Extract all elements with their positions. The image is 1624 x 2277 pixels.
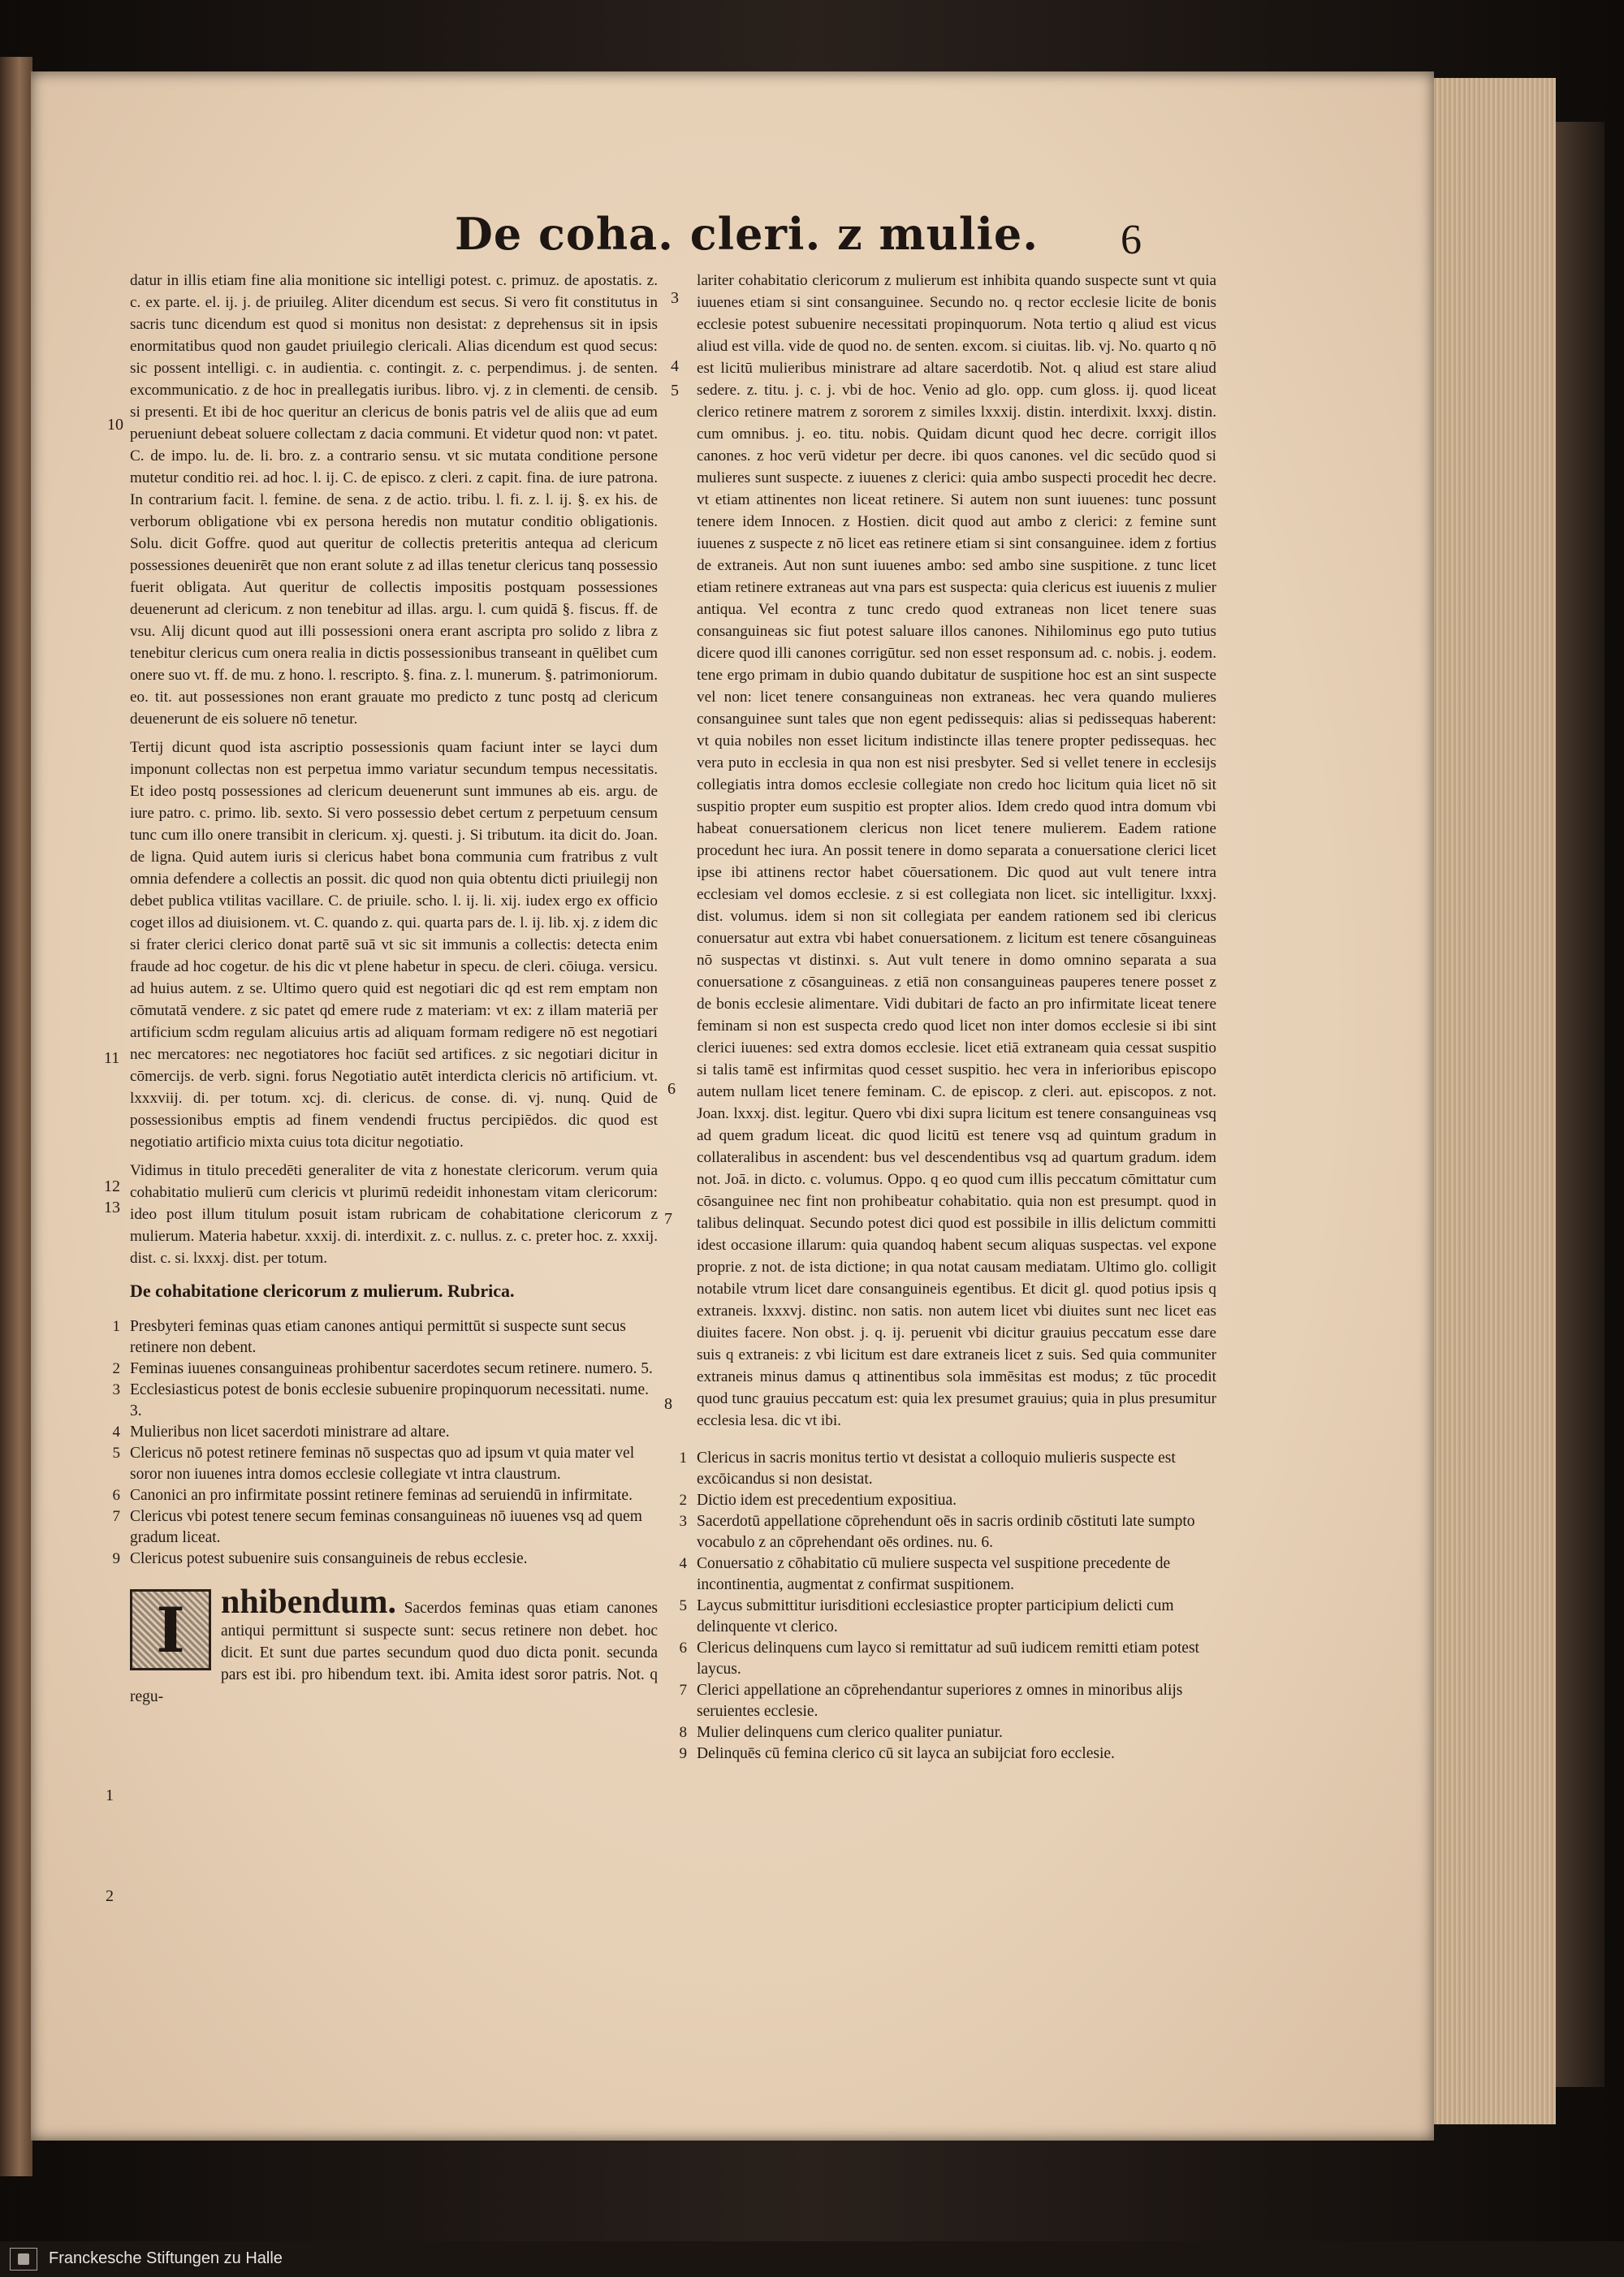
- summary-text: Canonici an pro infirmitate possint retinere feminas ad seruiendū in infirmitate.: [130, 1487, 633, 1504]
- summary-number: 3: [112, 1381, 120, 1398]
- summary-item: [112, 1485, 658, 1506]
- summary-number: 2: [112, 1360, 120, 1377]
- incipit-word: nhibendum.: [221, 1584, 396, 1621]
- left-paragraph-3: Vidimus in titulo precedēti generaliter de vita z honestate clericorum. verum quia cohabitatio mulierū cum clericis vt plurimū redeidit inhonestam vitam clericorum: ideo post illum titulum posuit istam rubricam de cohabitatione clericorum z mulierum. Materia habetur. xxxij. di. interdixit. z. c. nullus. z. c. preter hoc. z. xxxij. dist. c. si. lxxxj. dist. per totum.: [130, 1162, 658, 1267]
- summary-item: [112, 1422, 658, 1443]
- summary-item: [112, 1549, 658, 1570]
- decorated-initial: [130, 1589, 211, 1670]
- summary-text: Feminas iuuenes consanguineas prohibentur sacerdotes secum retinere. numero. 5.: [130, 1360, 653, 1377]
- summary-number: 8: [679, 1724, 687, 1741]
- summary-text: Ecclesiasticus potest de bonis ecclesie subuenire propinquorum necessitati. nume. 3.: [130, 1381, 649, 1419]
- summary-item: [112, 1316, 658, 1359]
- summary-text: Dictio idem est precedentium expositiua.: [697, 1492, 957, 1509]
- footer-bar: [0, 2241, 1624, 2277]
- summary-item: [679, 1680, 1216, 1722]
- book-cover-edge: [1556, 122, 1605, 2087]
- summary-item: [112, 1443, 658, 1485]
- margin-number: 13: [104, 1199, 120, 1216]
- summary-number: 6: [112, 1487, 120, 1504]
- margin-number: 4: [671, 357, 679, 375]
- margin-number: 1: [106, 1787, 114, 1804]
- summary-item: [679, 1638, 1216, 1680]
- fore-edge: [1434, 78, 1556, 2124]
- margin-number: 12: [104, 1177, 120, 1195]
- summary-item: [112, 1506, 658, 1549]
- summary-item: [679, 1743, 1216, 1765]
- summary-text: Conuersatio z cōhabitatio cū muliere suspecta vel suspitione precedente de incontinentia, augmentat z confirmat suspitionem.: [697, 1555, 1171, 1593]
- summary-number: 4: [112, 1424, 120, 1441]
- incipit-block: [130, 1584, 658, 1708]
- initial-letter: I: [132, 1592, 209, 1668]
- summary-text: Sacerdotū appellatione cōprehendunt oēs in sacris ordinib cōstituti late sumpto vocabulo z an cōprehendant oēs ordines. nu. 6.: [697, 1513, 1195, 1551]
- library-logo-icon: [10, 2248, 37, 2271]
- page-header: [455, 192, 1142, 265]
- summary-number: 9: [112, 1550, 120, 1567]
- summary-text: Clerici appellatione an cōprehendantur superiores z omnes in minoribus alijs seruientes ecclesie.: [697, 1682, 1183, 1720]
- summary-text: Clericus nō potest retinere feminas nō suspectas quo ad ipsum vt quia mater vel soror non iuuenes intra domos ecclesie collegiate vt intra claustrum.: [130, 1445, 635, 1483]
- summary-number: 9: [679, 1745, 687, 1762]
- margin-number: 2: [106, 1887, 114, 1905]
- summary-number: 4: [679, 1555, 687, 1572]
- summary-text: Clericus potest subuenire suis consanguineis de rebus ecclesie.: [130, 1550, 528, 1567]
- right-column: [679, 270, 1216, 1765]
- summary-item: [679, 1553, 1216, 1596]
- summary-text: Clericus vbi potest tenere secum feminas consanguineas nō iuuenes vsq ad quem gradum liceat.: [130, 1508, 642, 1546]
- rubric-title: De cohabitatione clericorum z mulierum. Rubrica.: [130, 1281, 515, 1301]
- right-paragraph-1: lariter cohabitatio clericorum z mulierum est inhibita quando suspecte sunt vt quia iuuenes etiam si sint consanguinee. Secundo no. q rector ecclesie licite de bonis ecclesie potest subuenire necessitati propinquorum. Nota tertio q aliud est vicus aliud est villa. vide de quod no. de senten. excom. si ciuitas. lib. vj. No. quarto q nō est licitū mulieribus ministrare ad altare sacerdotib. Not. q aliud est stare aliud sedere. z. titu. j. c. j. vbi de hoc. Venio ad glo. opp. cum gloss. ij. quod liceat clerico retinere matrem z sororem z similes lxxxij. distin. interdixit. lxxxj. distin. cum omnibus. j. eo. titu. nobis. Quidam dicunt quod hec decre. corrigit illos canones. z hoc verū videtur per decre. ibi quos canones. vel dic secūdo quod si mulieres sunt suspecte. z iuuenes z clerici: quia ambo suspecti procedit hec decre. vt etiam attinentes non liceat retinere. Si autem non sunt iuuenes: tunc possunt tenere idem Innocen. z Hostien. dicit quod aut ambo z clerici: z femine sunt iuuenes z suspecte z nō licet eas retinere etiam si sint consanguinee. idem z fortius de extraneis. Aut non sunt iuuenes ambo: sed ambo sine suspitione. z tunc licet etiam retinere extraneas aut vna pars est suspecta: quia clericus est iuuenis z mulier antiqua. Vel econtra z tunc credo quod extraneas non licet tenere suas consanguineas sic fiut potest saluare illos canones. Nihilominus ego puto tutius dicere quod illi canones corrigūtur. sed non esset responsum ad. c. nobis. j. eodem. tene ergo primam in dubio quando dubitatur de suspitione hoc est an sint suspecte vel non: licet tenere consanguineas non extraneas. hec vera quando mulieres consanguinee sunt tales que non egent pedissequis: alias si pedissequas haberent: vt quia nobiles non esset licitum indistincte illas tenere propter pedissequas. hec vera puto in ecclesia in qua non est nisi presbyter. Sed si vellet tenere in ecclesijs collegiatis intra domos ecclesie collegiate non credo hoc licitum quia licet nō sit suspitio propter eum suspitio est propter alios. Idem credo quod intra domum vbi habeat conuersationem clericus non licet tenere mulierem. Eadem ratione procedunt hec iura. An possit tenere in domo separata a conuersatione clerici licet ipse ibi attinens rector habet cōuersationem. Dic quod aut vult tenere intra ecclesiam vel domos ecclesie. z si est collegiata non licet. sic intelligitur. lxxxj. dist. volumus. idem si non sit collegiata per eandem rationem sed ibi clericus conuersatur aut extra vbi habet conuersationem. z licitum est tenere cōsanguineas nō suspectas vt distinxi. s. Aut vult tenere in domo omnino separata a sua conuersatione z cōsanguineas. z etiā non consanguineas pauperes tenere posset z de bonis ecclesie alimentare. Vidi dubitari de facto an pro infirmitate liceat tenere feminam si non est suspecta credo quod licet non inter domos ecclesie si ibi sint clerici iuuenes: sed extra domos ecclesie. licet etiā extraneam quia cessat suspitio si talis tamē est infirmitas quod cesset suspitio. hec vera in inferioribus episcopo autem nullam licet tenere feminam. C. de episcop. z cleri. aut. episcopos. z not. Joan. lxxxj. dist. legitur. Quero vbi dixi supra licitum est tenere consanguineas vsq ad quem gradum liceat. dic quod licitū est tenere vsq ad quintum gradum in collateralibus in ascendent: bus vel descendentibus vsq ad quartum gradum. idem not. Joā. in dicto. c. volumus. Oppo. q eo quod cum illis peccatum cōmittatur cum cōsanguinee nec fint non prohibeatur cohabitatio. quia non est presumpt. quod in talibus delinquat. Secundo potest dici quod est possibile in illis delictum committi idest occasione illarum: quia quandoq habent secum aliquas suspectas. vel expone proprie. z not. de ista dictione; in qua notat causam mediatam. Ultimo glo. colligit notabile vtrum licet dare consanguineis egentibus. Et dicit gl. quod potius ipsis q extraneis. lxxxvj. distinc. non satis. non autem licet vbi diuites sunt nec licet eas diuites facere. Non obst. j. q. ij. peruenit vbi dicitur grauius peccatum esse dare suis q extraneis: z vbi licitum est dare extraneis licet z suis. Sed quia communiter extraneis minus damus q attinentibus sola immēsitas est modus; z tūc procedit quod tunc grauius peccatum est: quia lex presumet grauius; quia in plus presumitur ecclesia lesa. dic vt ibi.: [697, 272, 1216, 1429]
- summary-number: 7: [679, 1682, 687, 1699]
- margin-number: 5: [671, 382, 679, 400]
- left-paragraph-1: datur in illis etiam fine alia monitione sic intelligi potest. c. primuz. de apostatis. z. c. ex parte. el. ij. j. de priuileg. Aliter dicendum est secus. Si vero fit constitutus in sacris tunc dicendum est quod si monitus non desistat: z deprehensus sit in ipsis enormitatibus quod non gaudet priuilegio clericali. Alias dicendum est quod secus: sic possent intelligi. c. in audientia. c. contingit. z. c. perpendimus. j. de senten. excommunicatio. z de hoc in preallegatis iuribus. libro. vj. z in clementi. de censib. si presenti. Et ibi de hoc queritur an clericus de bonis patris vel de aliis que ad eum perueniunt debeat soluere collectam z dacia communi. Et videtur quod non: vt patet. C. de impo. lu. de. li. bro. z. a contrario sensu. vt sic mutata conditione persone mutetur conditio rei. ad hoc. l. ij. C. de episco. z cleri. z capit. fina. de iure patrona. In contrarium facit. l. femine. de sena. z de actio. tribu. l. fi. z. l. ij. §. ex his. de verborum obligatione vbi ex persona heredis non mutatur conditio obligationis. Solu. dicit Goffre. quod aut queritur de collectis preteritis antequa ad clericum possessiones deuenirēt que non erant solute z ad illas tenetur clericus tanq possessio fuerit obligata. Aut queritur de collectis impositis postquam possessiones deuenerunt ad clericum. z non tenebitur ad illas. argu. l. cum quidā §. fiscus. ff. de vsu. Alij dicunt quod aut illi possessioni onera erant ascripta pro solido z libra z tenebitur clericus cum onera realia in dictis possessionibus transeant in quēlibet cum onere suo vt. ff. de mu. z hono. l. rescripto. §. fina. z. l. munerum. §. patrimoniorum. eo. tit. aut possessiones non erant grauate mo predicto z tunc postq ad clericum deuenerunt de eis soluere nō tenetur.: [130, 272, 658, 728]
- summary-number: 7: [112, 1508, 120, 1525]
- footer-credit: Franckesche Stiftungen zu Halle: [49, 2249, 283, 2267]
- margin-number: 7: [664, 1210, 672, 1228]
- summary-text: Presbyteri feminas quas etiam canones antiqui permittūt si suspecte sunt secus retinere non debent.: [130, 1318, 626, 1356]
- summary-item: [112, 1359, 658, 1380]
- summary-text: Clericus delinquens cum layco si remittatur ad suū iudicem remitti etiam potest laycus.: [697, 1640, 1199, 1678]
- left-paragraph-2: Tertij dicunt quod ista ascriptio possessionis quam faciunt inter se layci dum imponunt collectas non est perpetua immo variatur secundum tempus necessitatis. Et ideo postq possessiones ad clericum deuenerunt sunt immunes ab eis. argu. de iure patro. c. primo. lib. sexto. Si vero possessio debet certum z perpetuum censum tunc cum illo onere transibit in clericum. xj. questi. j. Si tributum. ita dicit do. Joan. de ligna. Quid autem iuris si clericus habet bona communia cum fratribus z vult omnia defendere a collectis an possit. dic quod non quia obtentu dicti priuilegij non debet publica vtilitas vacillare. C. de priuile. scho. l. ij. li. xij. iudex ergo ex officio coget illos ad diuisionem. vt. C. quando z. qui. quarta pars de. l. ij. lib. xj. z idem dic si frater clerici clerico donat partē suā vt sic sit immunis a collectis: detecta enim fraude ad hoc cogetur. de his dic vt plene habetur in specu. de cleri. cōiuga. versicu. ad huius autem. z se. Ultimo quero quid est negotiari dic qd est rem emptam non cōmutatā vendere. z sic patet qd emere rude z materiam: vt ex: z illam materiā per artificium scdm regulam alicuius artis ad aliquam formam redigere nō est negotiari nec mercatores: nec negotiatores hoc faciūt sed artifices. z sic negotiari dicitur in cōmercijs. de verb. signi. forus Negotiatio autēt interdicta clericis nō artificium. vt. lxxxviij. di. per totum. xcj. di. clericus. de conse. di. vj. nunq. Quid de possessionibus emptis ad finem vendendi fructus percipiēdos. dic quod est negotiatio artificio mixta cuius tota dicitur negotiatio.: [130, 739, 658, 1151]
- right-summary: [679, 1448, 1216, 1765]
- summary-number: 1: [679, 1450, 687, 1467]
- summary-number: 3: [679, 1513, 687, 1530]
- margin-number: 3: [671, 289, 679, 307]
- summary-item: [679, 1448, 1216, 1490]
- summary-number: 5: [112, 1445, 120, 1462]
- margin-number: 8: [664, 1395, 672, 1413]
- summary-text: Delinquēs cū femina clerico cū sit layca an subijciat foro ecclesie.: [697, 1745, 1115, 1762]
- margin-number: 6: [667, 1080, 676, 1098]
- summary-number: 2: [679, 1492, 687, 1509]
- summary-item: [679, 1511, 1216, 1553]
- margin-number: 11: [104, 1049, 120, 1067]
- margin-number: 10: [107, 416, 123, 434]
- left-summary: [112, 1316, 658, 1570]
- summary-text: Mulier delinquens cum clerico qualiter puniatur.: [697, 1724, 1003, 1741]
- summary-item: [679, 1596, 1216, 1638]
- running-head: De coha. cleri. z mulie.: [455, 208, 1039, 260]
- summary-number: 5: [679, 1597, 687, 1614]
- folio-number: 6: [1121, 217, 1142, 263]
- left-page-edge: [0, 57, 32, 2176]
- summary-number: 1: [112, 1318, 120, 1335]
- summary-item: [679, 1490, 1216, 1511]
- summary-number: 6: [679, 1640, 687, 1657]
- summary-text: Mulieribus non licet sacerdoti ministrare ad altare.: [130, 1424, 450, 1441]
- summary-item: [112, 1380, 658, 1422]
- summary-text: Clericus in sacris monitus tertio vt desistat a colloquio mulieris suspecte est excōicandus si non desistat.: [697, 1450, 1176, 1488]
- incipit-text: Sacerdos feminas quas etiam canones antiqui permittunt si suspecte sunt: secus retinere non debet. hoc dicit. Et sunt due partes secundum quod duo dicta ponit. secunda pars est ibi. pro hibendum text. ibi. Amita idest soror patris. Not. q regu-: [130, 1600, 659, 1705]
- summary-item: [679, 1722, 1216, 1743]
- summary-text: Laycus submittitur iurisditioni ecclesiastice propter participium delicti cum delinquente vt clerico.: [697, 1597, 1174, 1635]
